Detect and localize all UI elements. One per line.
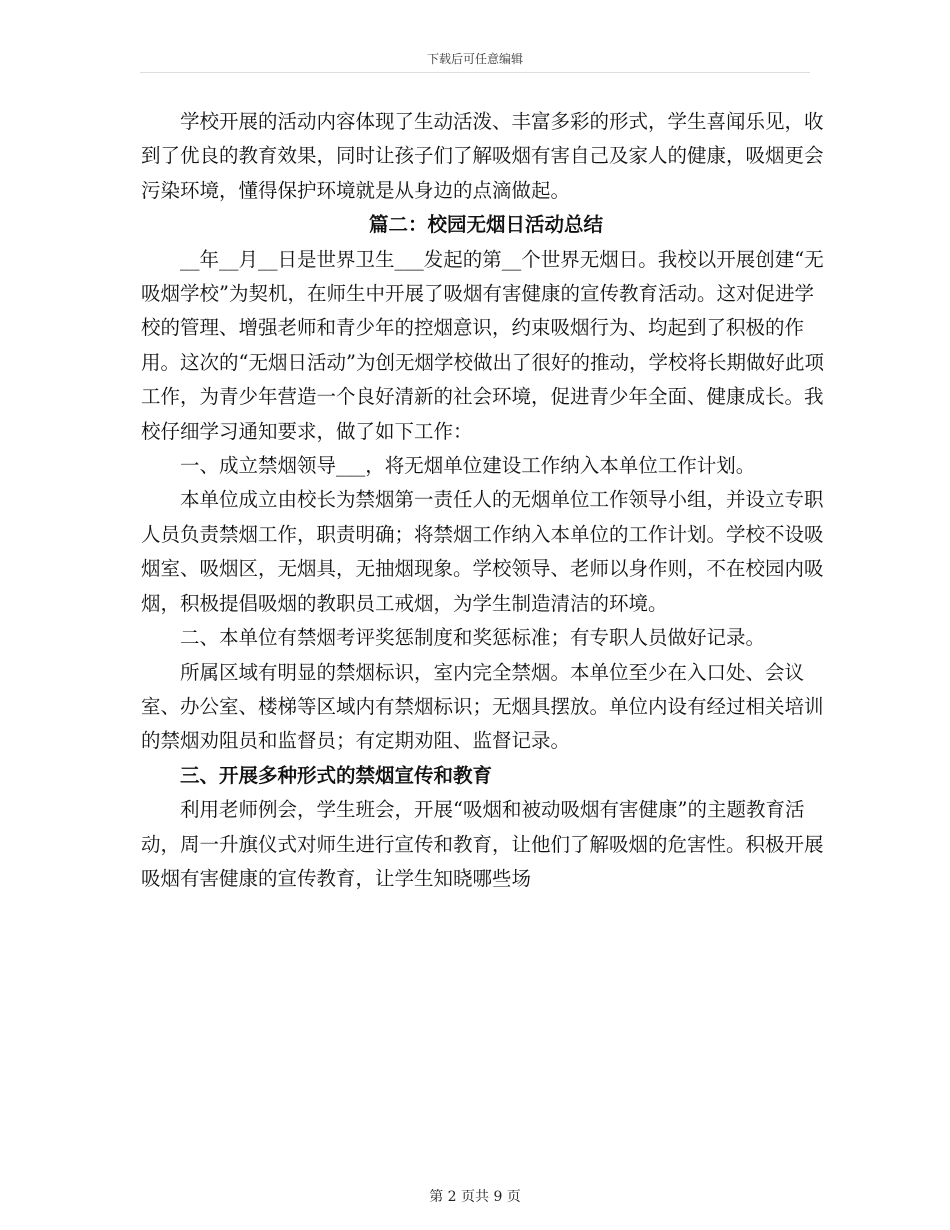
paragraph-intro: __年__月__日是世界卫生___发起的第__个世界无烟日。我校以开展创建“无吸烟学校”为契机，在师生中开展了吸烟有害健康的宣传教育活动。这对促进学校的管理、增强老师和青少年的控烟意识，约束吸烟行为、均起到了积极的作用。这次的“无烟日活动”为创无烟学校做出了很好的推动，学校将长期做好此项工作，为青少年营造一个良好清新的社会环境，促进青少年全面、健康成长。我校仔细学习通知要求，做了如下工作： bbox=[141, 247, 824, 443]
page-number: 第 2 页共 9 页 bbox=[429, 1189, 521, 1205]
header-divider bbox=[140, 72, 810, 73]
item-three-heading: 三、开展多种形式的禁烟宣传和教育 bbox=[180, 763, 493, 787]
section-title: 篇二：校园无烟日活动总结 bbox=[368, 213, 603, 237]
paragraph-leadership: 本单位成立由校长为禁烟第一责任人的无烟单位工作领导小组，并设立专职人员负责禁烟工作，职责明确；将禁烟工作纳入本单位的工作计划。学校不设吸烟室、吸烟区，无烟具，无抽烟现象。学校领导、老师以身作则，不在校园内吸烟，积极提倡吸烟的教职员工戒烟，为学生制造清洁的环境。 bbox=[141, 488, 824, 615]
item-one-heading: 一、成立禁烟领导___，将无烟单位建设工作纳入本单位工作计划。 bbox=[180, 454, 756, 478]
item-two-heading: 二、本单位有禁烟考评奖惩制度和奖惩标准；有专职人员做好记录。 bbox=[180, 626, 766, 650]
page-header: 下载后可任意编辑 bbox=[426, 52, 523, 66]
paragraph-signage: 所属区域有明显的禁烟标识，室内完全禁烟。本单位至少在入口处、会议室、办公室、楼梯等区域内有禁烟标识；无烟具摆放。单位内设有经过相关培训的禁烟劝阻员和监督员；有定期劝阻、监督记录。 bbox=[141, 660, 824, 753]
paragraph-activity-summary: 学校开展的活动内容体现了生动活泼、丰富多彩的形式，学生喜闻乐见，收到了优良的教育效果，同时让孩子们了解吸烟有害自己及家人的健康，吸烟更会污染环境，懂得保护环境就是从身边的点滴做起。 bbox=[141, 110, 824, 202]
paragraph-education: 利用老师例会，学生班会，开展“吸烟和被动吸烟有害健康”的主题教育活动，周一升旗仪式对师生进行宣传和教育，让他们了解吸烟的危害性。积极开展吸烟有害健康的宣传教育，让学生知晓哪些场 bbox=[141, 798, 824, 890]
document-body bbox=[141, 105, 831, 896]
